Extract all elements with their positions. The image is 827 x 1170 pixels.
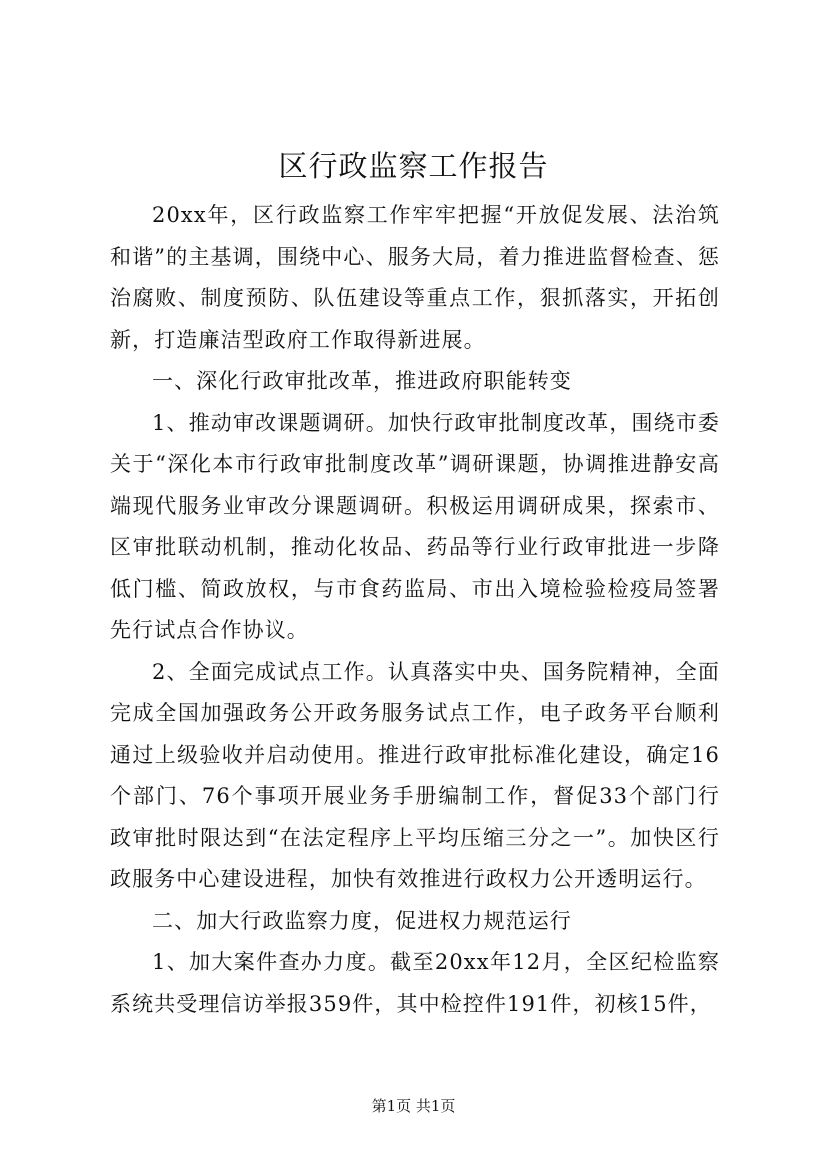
paragraph-1-2: 2、全面完成试点工作。认真落实中央、国务院精神，全面完成全国加强政务公开政务服务试点工作，电子政务平台顺利通过上级验收并启动使用。推进行政审批标准化建设，确定16个部门、76个事项开展业务手册编制工作，督促33个部门行政审批时限达到“在法定程序上平均压缩三分之一”。加快区行政服务中心建设进程，加快有效推进行政权力公开透明运行。 [110, 659, 720, 891]
paragraph-2-1: 1、加大案件查办力度。截至20xx年12月，全区纪检监察系统共受理信访举报359件，其中检控件191件，初核15件， [110, 950, 720, 1016]
paragraph-1-1: 1、推动审改课题调研。加快行政审批制度改革，围绕市委关于“深化本市行政审批制度改革”调研课题，协调推进静安高端现代服务业审改分课题调研。积极运用调研成果，探索市、区审批联动机制，推动化妆品、药品等行业行政审批进一步降低门槛、简政放权，与市食药监局、市出入境检验检疫局签署先行试点合作协议。 [110, 410, 720, 642]
section-heading-2: 二、加大行政监察力度，促进权力规范运行 [152, 908, 572, 933]
document-body [110, 195, 720, 1025]
section-heading-1: 一、深化行政审批改革，推进政府职能转变 [152, 369, 572, 393]
document-title: 区行政监察工作报告 [278, 149, 549, 183]
page-footer: 第1页 共1页 [371, 1097, 456, 1115]
intro-paragraph: 20xx年，区行政监察工作牢牢把握“开放促发展、法治筑和谐”的主基调，围绕中心、服务大局，着力推进监督检查、惩治腐败、制度预防、队伍建设等重点工作，狠抓落实，开拓创新，打造廉洁型政府工作取得新进展。 [110, 203, 720, 352]
